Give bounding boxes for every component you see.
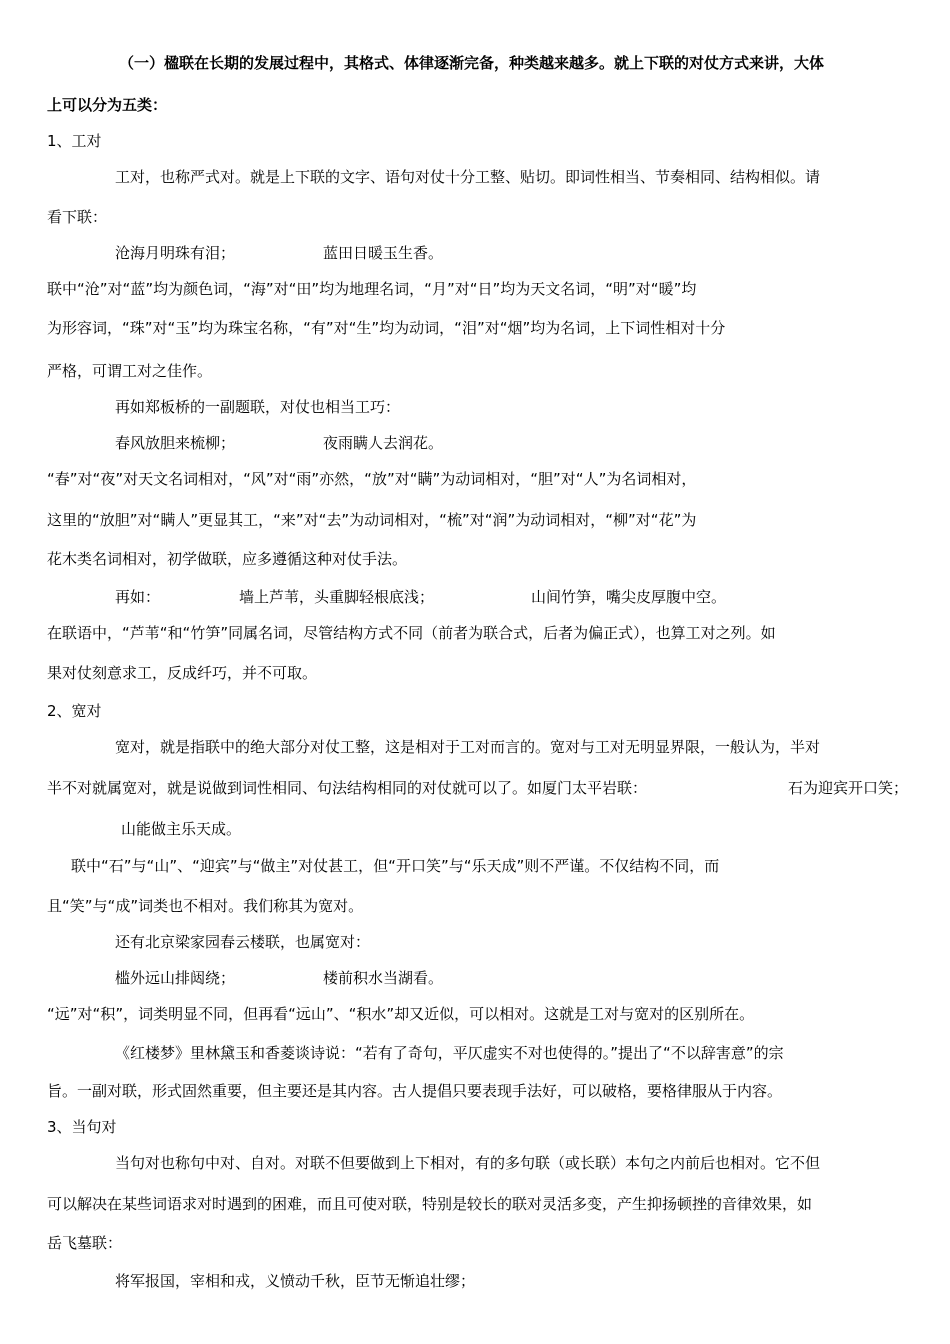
section-1-title: 1、工对	[47, 132, 102, 150]
paragraph: 为形容词，“珠”对“玉”均为珠宝名称，“有”对“生”均为动词，“泪”对“烟”均为名词，上下词性相对十分	[47, 319, 726, 337]
heading-line-1: （一）楹联在长期的发展过程中，其格式、体律逐渐完备，种类越来越多。就上下联的对仗方式来讲，大体	[119, 54, 825, 72]
paragraph: 半不对就属宽对，就是说做到词性相同、句法结构相同的对仗就可以了。如厦门太平岩联：	[47, 779, 648, 797]
example-label: 再如：	[115, 588, 161, 606]
paragraph: 在联语中，“芦苇“和“竹笋”同属名词，尽管结构方式不同（前者为联合式，后者为偏正式），也算工对之列。如	[47, 624, 776, 642]
section-2-title: 2、宽对	[47, 702, 102, 720]
paragraph: 且“笑”与“成”词类也不相对。我们称其为宽对。	[47, 897, 364, 915]
couplet-upper: 沧海月明珠有泪；	[115, 244, 236, 262]
paragraph: 当句对也称句中对、自对。对联不但要做到上下相对，有的多句联（或长联）本句之内前后也相对。它不但	[115, 1154, 821, 1172]
paragraph: 可以解决在某些词语求对时遇到的困难，而且可使对联，特别是较长的联对灵活多变，产生抑扬顿挫的音律效果，如	[47, 1195, 813, 1213]
couplet-lower: 山能做主乐天成。	[121, 820, 242, 838]
couplet-upper: 墙上芦苇，头重脚轻根底浅；	[239, 588, 435, 606]
paragraph: 再如郑板桥的一副题联，对仗也相当工巧：	[115, 398, 401, 416]
paragraph: 工对，也称严式对。就是上下联的文字、语句对仗十分工整、贴切。即词性相当、节奏相同、结构相似。请	[115, 168, 821, 186]
paragraph: “春”对“夜”对天文名词相对，“风”对“雨”亦然，“放”对“瞒”为动词相对，“胆”对“人”为名词相对，	[47, 470, 697, 488]
paragraph: 还有北京梁家园春云楼联，也属宽对：	[115, 933, 371, 951]
couplet-lower: 山间竹笋，嘴尖皮厚腹中空。	[531, 588, 727, 606]
paragraph: 花木类名词相对，初学做联，应多遵循这种对仗手法。	[47, 550, 408, 568]
couplet-lower: 楼前积水当湖看。	[323, 969, 444, 987]
paragraph: 看下联：	[47, 208, 108, 226]
paragraph: 旨。一副对联，形式固然重要，但主要还是其内容。古人提倡只要表现手法好，可以破格，要格律服从于内容。	[47, 1082, 783, 1100]
heading-line-2: 上可以分为五类：	[47, 96, 168, 114]
paragraph: 宽对，就是指联中的绝大部分对仗工整，这是相对于工对而言的。宽对与工对无明显界限，一般认为，半对	[115, 738, 821, 756]
couplet-upper: 槛外远山排闼绕；	[115, 969, 236, 987]
paragraph: 《红楼梦》里林黛玉和香菱谈诗说：“若有了奇句，平仄虚实不对也使得的。”提出了“不以辞害意”的宗	[115, 1044, 784, 1062]
paragraph: “远”对“积”，词类明显不同，但再看“远山”、“积水”却又近似，可以相对。这就是工对与宽对的区别所在。	[47, 1005, 755, 1023]
paragraph: 这里的“放胆”对“瞒人”更显其工，“来”对“去”为动词相对，“梳”对“润”为动词相对，“柳”对“花”为	[47, 511, 697, 529]
paragraph: 果对仗刻意求工，反成纤巧，并不可取。	[47, 664, 318, 682]
couplet-upper: 春风放胆来梳柳；	[115, 434, 236, 452]
couplet-lower: 夜雨瞒人去润花。	[323, 434, 444, 452]
paragraph: 岳飞墓联：	[47, 1234, 123, 1252]
paragraph: 联中“沧”对“蓝”均为颜色词，“海”对“田”均为地理名词，“月”对“日”均为天文名词，“明”对“暖”均	[47, 280, 697, 298]
couplet-lower: 蓝田日暖玉生香。	[323, 244, 444, 262]
paragraph: 联中“石”与“山”、“迎宾”与“做主”对仗甚工，但“开口笑”与“乐天成”则不严谨。不仅结构不同，而	[71, 857, 720, 875]
section-3-title: 3、当句对	[47, 1118, 117, 1136]
couplet-upper: 将军报国，宰相和戎，义愤动千秋，臣节无惭追壮缪；	[115, 1272, 476, 1290]
couplet-upper: 石为迎宾开口笑；	[788, 779, 909, 797]
paragraph: 严格，可谓工对之佳作。	[47, 362, 213, 380]
